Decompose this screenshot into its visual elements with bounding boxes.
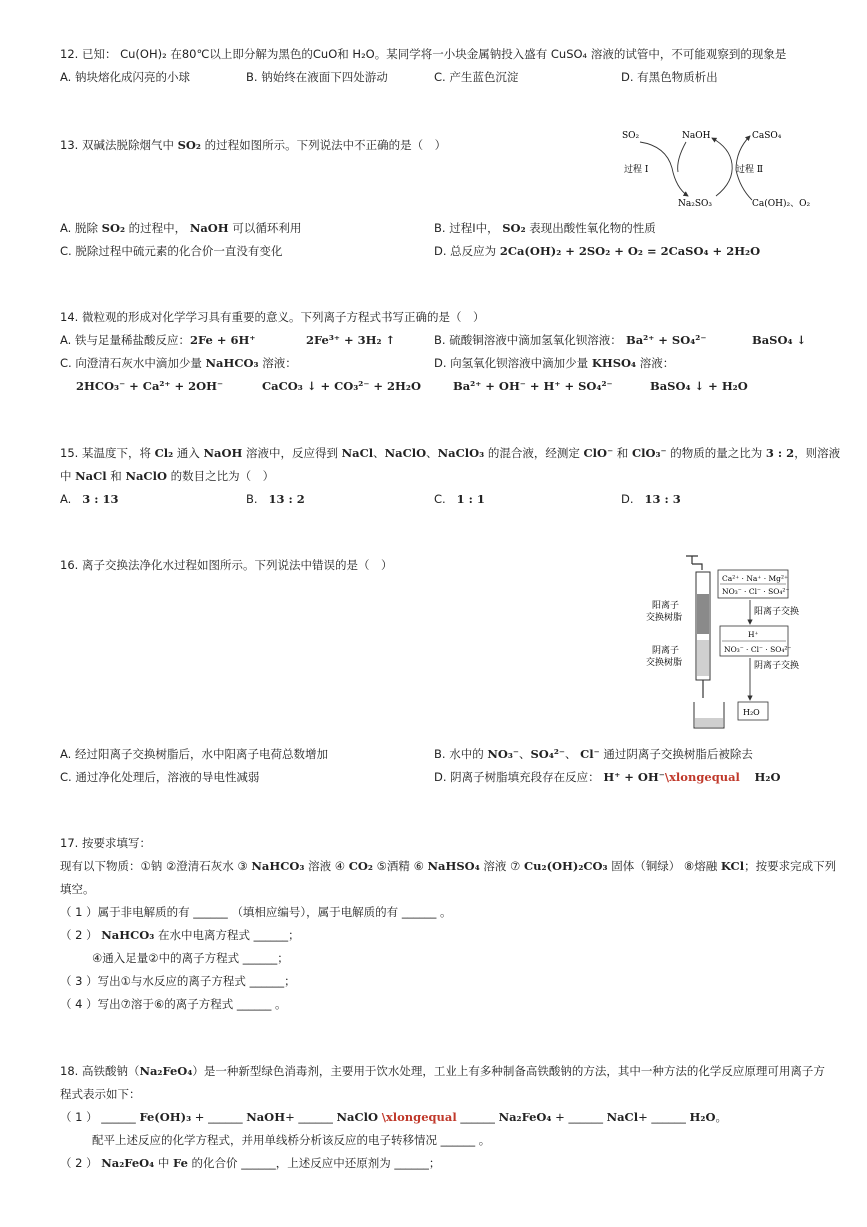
q13-option-a: A. 脱除 SO₂ 的过程中， NaOH 可以循环利用 [60,221,302,235]
q16-diagram [640,552,812,736]
q15-option-a: A. 3 : 13 [60,492,119,506]
q12-stem: 12. 已知： Cu(OH)₂ 在80℃以上即分解为黑色的CuO和 H₂O。某同学将一小块金属钠投入盛有 CuSO₄ 溶液的试管中，不可能观察到的现象是 [60,47,787,61]
q15-option-d: D. 13 : 3 [621,492,681,506]
q13-diagram [612,120,817,215]
process-1-label: 过程 Ⅰ [624,165,649,175]
caso4-label: CaSO₄ [752,131,782,141]
naoh-label: NaOH [682,131,711,141]
q17-intro-line-2: 填空。 [60,882,95,896]
q14-option-a: A. 铁与足量稀盐酸反应： [60,333,190,347]
process-2-arrow [712,138,732,196]
q14-option-c-right: CaCO₃ ↓ + CO₃²⁻ + 2H₂O [262,379,421,393]
q13-option-d: D. 总反应为 2Ca(OH)₂ + 2SO₂ + O₂ = 2CaSO₄ + 2H₂O [434,244,761,258]
q14-stem: 14. 微粒观的形成对化学学习具有重要的意义。下列离子方程式书写正确的是（ ） [60,310,485,324]
box1-bottom-text: NO₃⁻ · Cl⁻ · SO₄²⁻ [722,587,790,596]
cation-exchange-label: 阳离子交换 [754,607,800,617]
na2so3-label: Na₂SO₃ [678,199,713,209]
q17-part-2b: ④通入足量②中的离子方程式 ______； [92,951,289,965]
q17-part-4: （ 4 ）写出⑦溶于⑥的离子方程式 ______ 。 [60,997,287,1011]
q15-stem-line-2: 中 NaCl 和 NaClO 的数目之比为（ ） [60,469,275,483]
q15-option-b: B. 13 : 2 [246,492,305,506]
q14-option-c: C. 向澄清石灰水中滴加少量 NaHCO₃ 溶液： [60,356,297,370]
process-2-label: 过程 Ⅱ [736,165,763,175]
q15-option-c: C. 1 : 1 [434,492,485,506]
anion-resin-label-2: 交换树脂 [646,658,683,668]
q15-stem-line-1: 15. 某温度下，将 Cl₂ 通入 NaOH 溶液中，反应得到 NaCl、NaClO、NaClO₃ 的混合液，经测定 ClO⁻ 和 ClO₃⁻ 的物质的量之比为 3 : 2，则溶液 [60,446,841,460]
q18-stem: 18. 高铁酸钠（Na₂FeO₄）是一种新型绿色消毒剂，主要用于饮水处理，工业上有多种制备高铁酸钠的方法，其中一种方法的化学反应原理可用离子方 [60,1064,825,1078]
q12-option-b: B. 钠始终在液面下四处游动 [246,70,388,84]
q17-part-1: （ 1 ）属于非电解质的有 ______ （填相应编号），属于电解质的有 ______ 。 [60,905,452,919]
faucet-icon [686,556,702,570]
q13-stem: 13. 双碱法脱除烟气中 SO₂ 的过程如图所示。下列说法中不正确的是（ ） [60,138,447,152]
cation-resin-label-2: 交换树脂 [646,613,683,623]
latex-error-text: \xlongequal [664,770,740,784]
q14-option-d-right: BaSO₄ ↓ + H₂O [650,379,748,393]
q12-option-c: C. 产生蓝色沉淀 [434,70,519,84]
q16-option-c: C. 通过净化处理后，溶液的导电性减弱 [60,770,260,784]
cation-resin-fill [697,594,709,634]
q12-option-d: D. 有黑色物质析出 [621,70,718,84]
blank-4[interactable]: ______ [460,1110,495,1124]
q18-stem-line-2: 程式表示如下： [60,1087,141,1101]
q17-part-3: （ 3 ）写出①与水反应的离子方程式 ______； [60,974,296,988]
anion-exchange-label: 阴离子交换 [754,661,800,671]
q17-part-2: （ 2 ） NaHCO₃ 在水中电离方程式 ______； [60,928,300,942]
anion-resin-label: 阴离子 [652,646,680,656]
blank-3[interactable]: ______ [298,1110,333,1124]
latex-error-text-2: \xlongequal [381,1110,457,1124]
blank-2[interactable]: ______ [208,1110,243,1124]
q14-option-d-left: Ba²⁺ + OH⁻ + H⁺ + SO₄²⁻ [453,379,613,393]
q14-option-a-right: 2Fe³⁺ + 3H₂ ↑ [306,333,396,347]
caoh2-label: Ca(OH)₂、O₂ [752,199,811,209]
q17-title: 17. 按要求填写： [60,836,151,850]
box2-top-text: H⁺ [748,630,759,639]
blank-1[interactable]: ______ [101,1110,136,1124]
q14-option-a-left: 2Fe + 6H⁺ [190,333,256,347]
anion-resin-fill [697,640,709,676]
box2-bottom-text: NO₃⁻ · Cl⁻ · SO₄²⁻ [724,645,792,654]
naoh-curve [678,142,686,172]
box1-top-text: Ca²⁺ · Na⁺ · Mg²⁺ [722,574,788,583]
q13-option-c: C. 脱除过程中硫元素的化合价一直没有变化 [60,244,283,258]
q18-part-1b: 配平上述反应的化学方程式，并用单线桥分析该反应的电子转移情况 ______ 。 [92,1133,491,1147]
q18-part-1-equation: （ 1 ） ______ Fe(OH)₃ + ______ NaOH+ ______ NaClO \xlongequal ______ Na₂FeO₄ + ______ NaCl+ ______ H₂O。 [60,1110,727,1124]
blank-6[interactable]: ______ [651,1110,686,1124]
q18-part-2: （ 2 ） Na₂FeO₄ 中 Fe 的化合价 ______，上述反应中还原剂为 ______； [60,1156,441,1170]
q16-option-a: A. 经过阳离子交换树脂后，水中阳离子电荷总数增加 [60,747,328,761]
q16-stem: 16. 离子交换法净化水过程如图所示。下列说法中错误的是（ ） [60,558,393,572]
cation-resin-label: 阳离子 [652,601,680,611]
so2-label: SO₂ [622,131,640,141]
q17-intro: 现有以下物质：①钠 ②澄清石灰水 ③ NaHCO₃ 溶液 ④ CO₂ ⑤酒精 ⑥ NaHSO₄ 溶液 ⑦ Cu₂(OH)₂CO₃ 固体（铜绿） ⑧熔融 KCl；按要求完成下列 [60,859,837,873]
q14-option-b-right: BaSO₄ ↓ [752,333,807,347]
blank-5[interactable]: ______ [568,1110,603,1124]
q14-option-c-left: 2HCO₃⁻ + Ca²⁺ + 2OH⁻ [76,379,224,393]
q16-option-b: B. 水中的 NO₃⁻、SO₄²⁻、 Cl⁻ 通过阴离子交换树脂后被除去 [434,747,753,761]
q12-option-a: A. 钠块熔化成闪亮的小球 [60,70,190,84]
q14-option-b-left: Ba²⁺ + SO₄²⁻ [626,333,707,347]
beaker-water [695,718,723,727]
water-text: H₂O [743,708,760,717]
q13-option-b: B. 过程Ⅰ中， SO₂ 表现出酸性氧化物的性质 [434,221,656,235]
q16-option-d: D. 阴离子树脂填充段存在反应： H⁺ + OH⁻\xlongequal H₂O [434,770,781,784]
q14-option-d: D. 向氢氧化钡溶液中滴加少量 KHSO₄ 溶液： [434,356,675,370]
q14-option-b: B. 硫酸铜溶液中滴加氢氧化钡溶液： [434,333,622,347]
